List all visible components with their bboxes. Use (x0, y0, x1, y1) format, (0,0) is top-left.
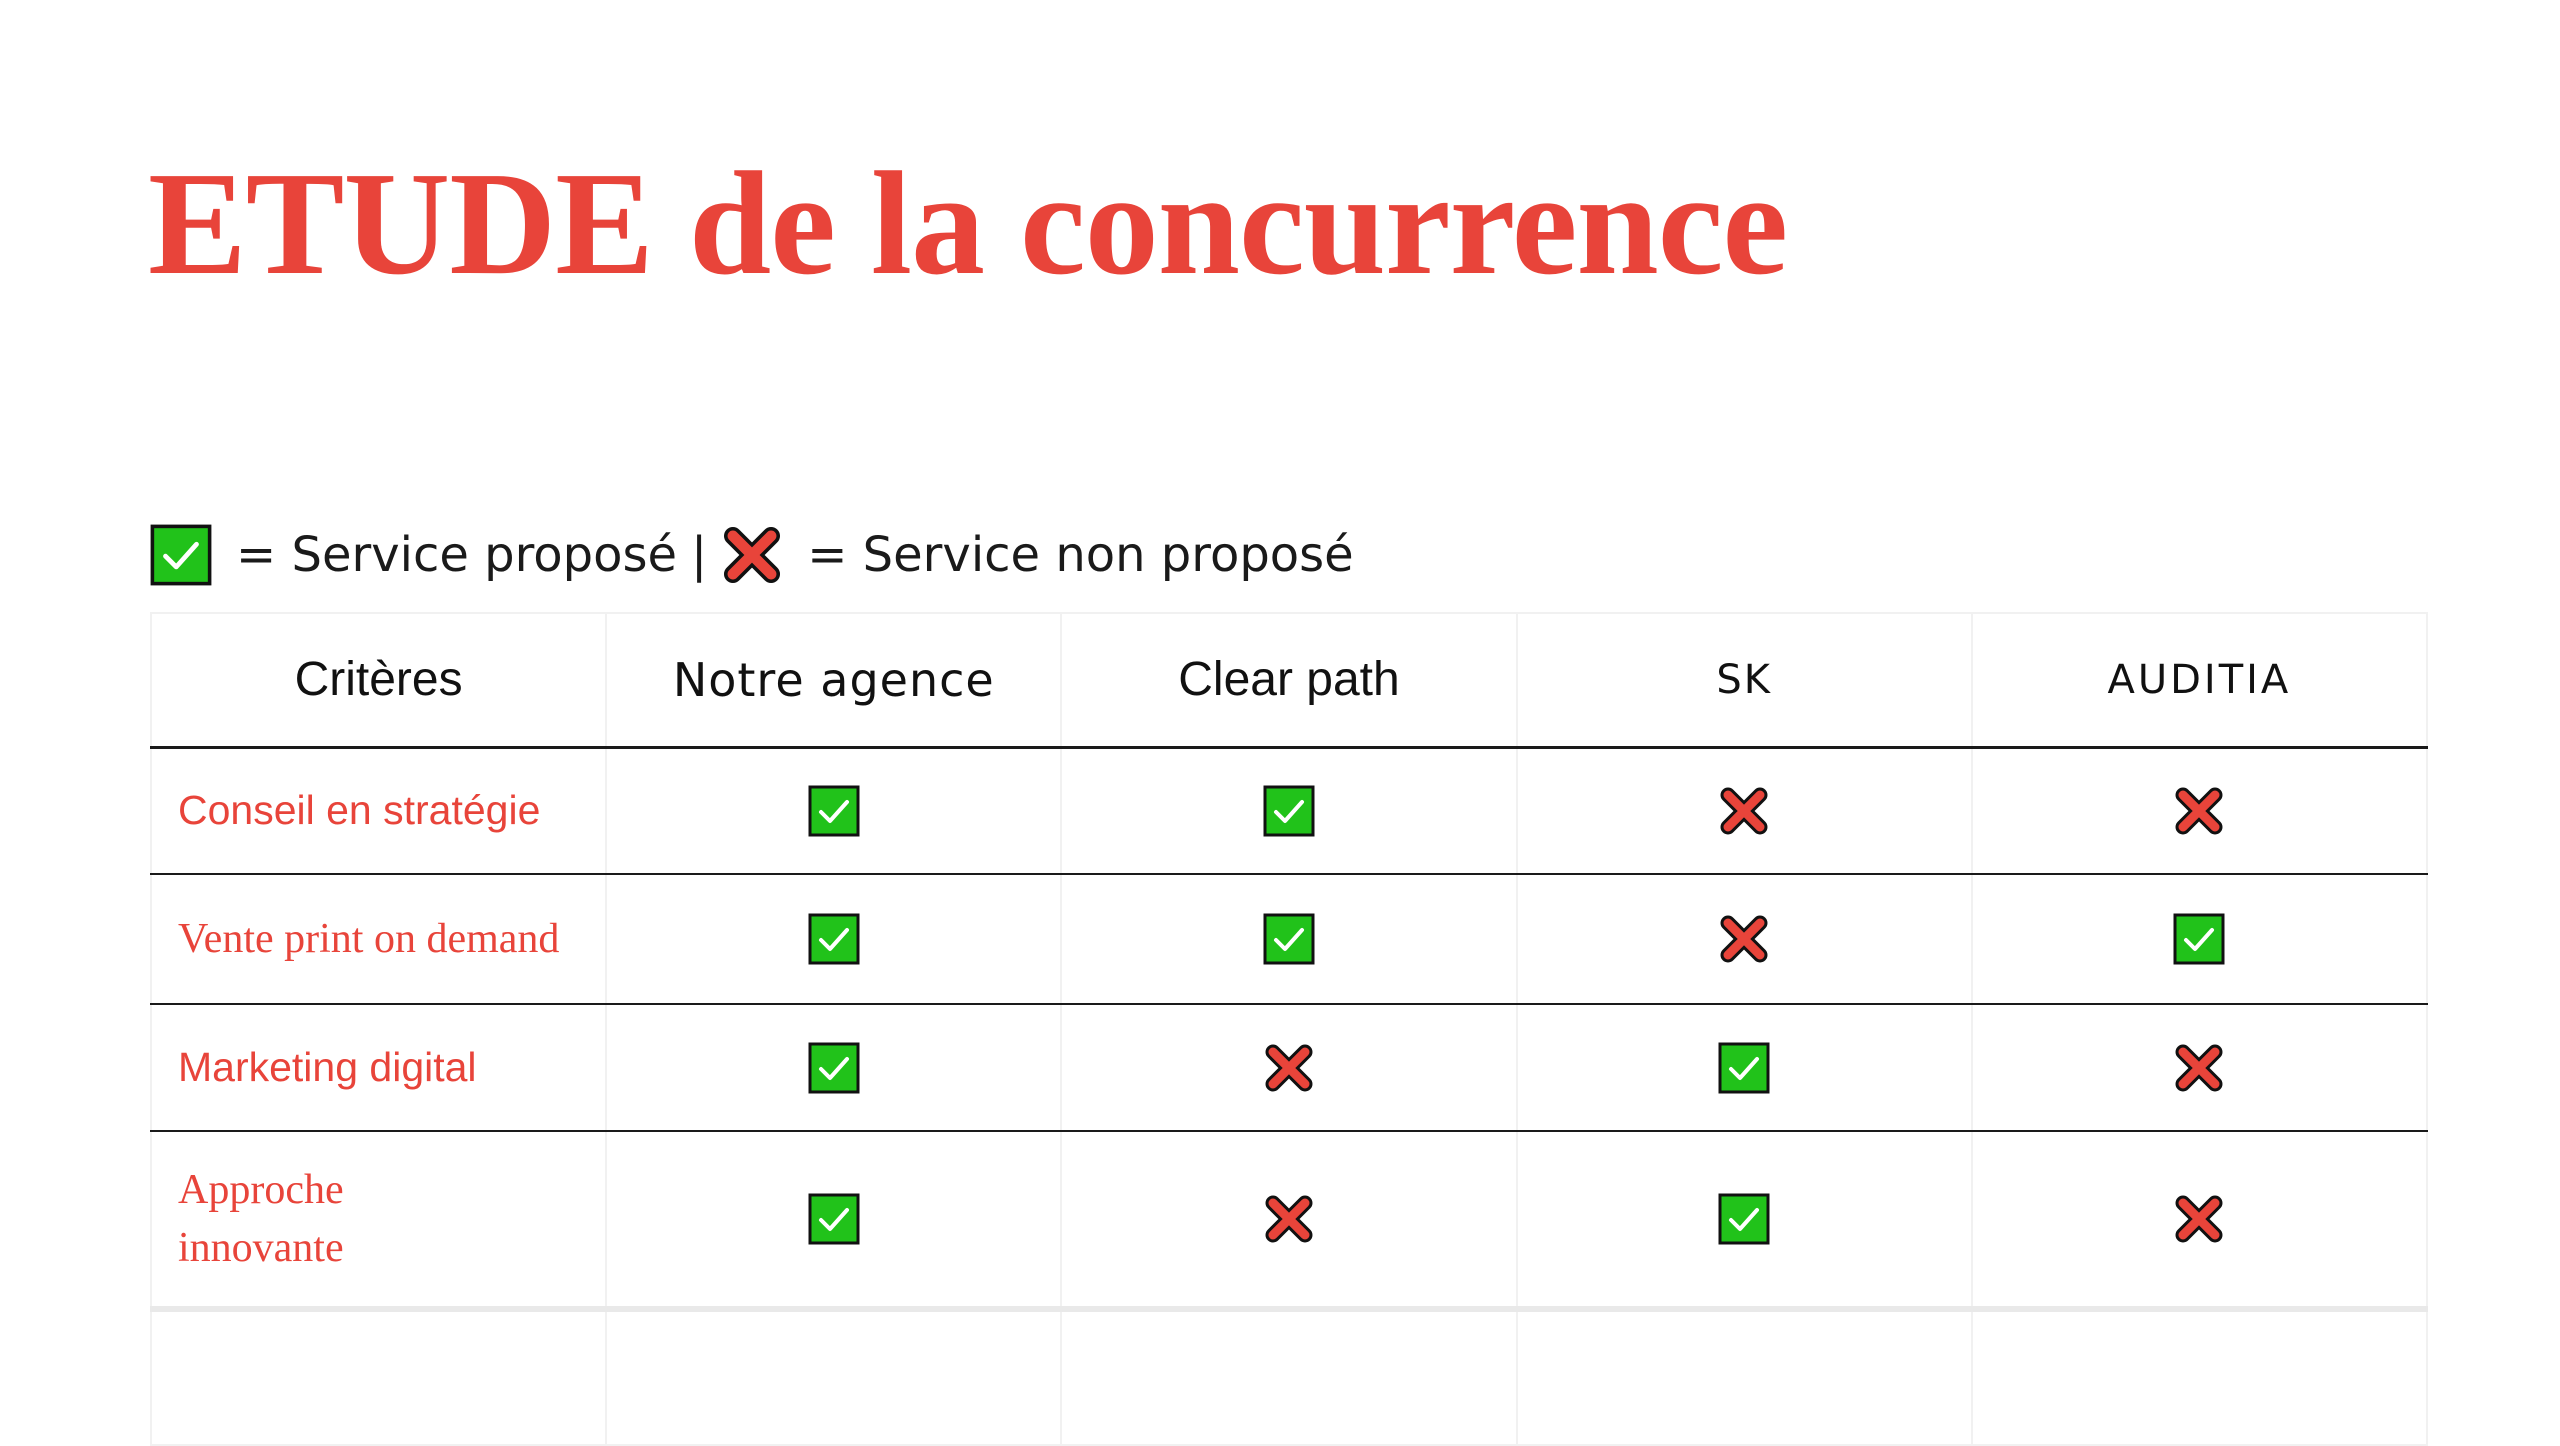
legend-no-text: = Service non proposé (807, 527, 1354, 583)
cell-notre-agence (606, 1004, 1061, 1131)
header-auditia: AUDITIA (1972, 613, 2427, 747)
header-notre-agence: Notre agence (606, 613, 1061, 747)
header-sk: SK (1517, 613, 1972, 747)
header-clear-path: Clear path (1061, 613, 1516, 747)
row-label: Conseil en stratégie (151, 747, 606, 874)
cell-notre-agence (606, 1131, 1061, 1309)
cell-clear-path (1061, 1131, 1516, 1309)
check-box-icon (150, 524, 212, 586)
cell-notre-agence (606, 874, 1061, 1004)
table-row (151, 747, 2427, 874)
cell-sk (1517, 747, 1972, 874)
check-box-icon (1718, 1042, 1770, 1094)
cell-auditia (1972, 1131, 2427, 1309)
table-row (151, 1131, 2427, 1309)
cell-clear-path (1061, 747, 1516, 874)
cell-notre-agence (606, 747, 1061, 874)
table-row (151, 1004, 2427, 1131)
cross-mark-icon (2173, 1042, 2225, 1094)
check-box-icon (1263, 785, 1315, 837)
cross-mark-icon (2173, 1193, 2225, 1245)
cross-mark-icon (2173, 785, 2225, 837)
empty-cell (151, 1309, 606, 1445)
check-box-icon (808, 1193, 860, 1245)
table-row (151, 874, 2427, 1004)
legend-yes-text: = Service proposé (236, 527, 678, 583)
row-label: Vente print on demand (151, 874, 606, 1004)
cell-auditia (1972, 1004, 2427, 1131)
check-box-icon (1263, 913, 1315, 965)
cross-mark-icon (1718, 913, 1770, 965)
cross-mark-icon (1718, 785, 1770, 837)
check-box-icon (2173, 913, 2225, 965)
empty-row (151, 1309, 2427, 1445)
cell-sk (1517, 1131, 1972, 1309)
check-box-icon (1718, 1193, 1770, 1245)
row-label: Marketing digital (151, 1004, 606, 1131)
row-label: Approche innovante (151, 1131, 606, 1309)
cell-clear-path (1061, 874, 1516, 1004)
header-criteria: Critères (151, 613, 606, 747)
empty-cell (1061, 1309, 1516, 1445)
cross-mark-icon (1263, 1042, 1315, 1094)
legend (150, 524, 1354, 586)
check-box-icon (808, 785, 860, 837)
cell-auditia (1972, 747, 2427, 874)
empty-cell (1972, 1309, 2427, 1445)
cross-mark-icon (1263, 1193, 1315, 1245)
cell-auditia (1972, 874, 2427, 1004)
legend-separator: | (691, 527, 708, 583)
empty-cell (606, 1309, 1061, 1445)
comparison-table (150, 612, 2428, 1446)
check-box-icon (808, 913, 860, 965)
cell-sk (1517, 874, 1972, 1004)
empty-cell (1517, 1309, 1972, 1445)
cross-mark-icon (721, 524, 783, 586)
check-box-icon (808, 1042, 860, 1094)
table-header-row (151, 613, 2427, 747)
cell-clear-path (1061, 1004, 1516, 1131)
cell-sk (1517, 1004, 1972, 1131)
page-title: ETUDE de la concurrence (148, 142, 1788, 306)
